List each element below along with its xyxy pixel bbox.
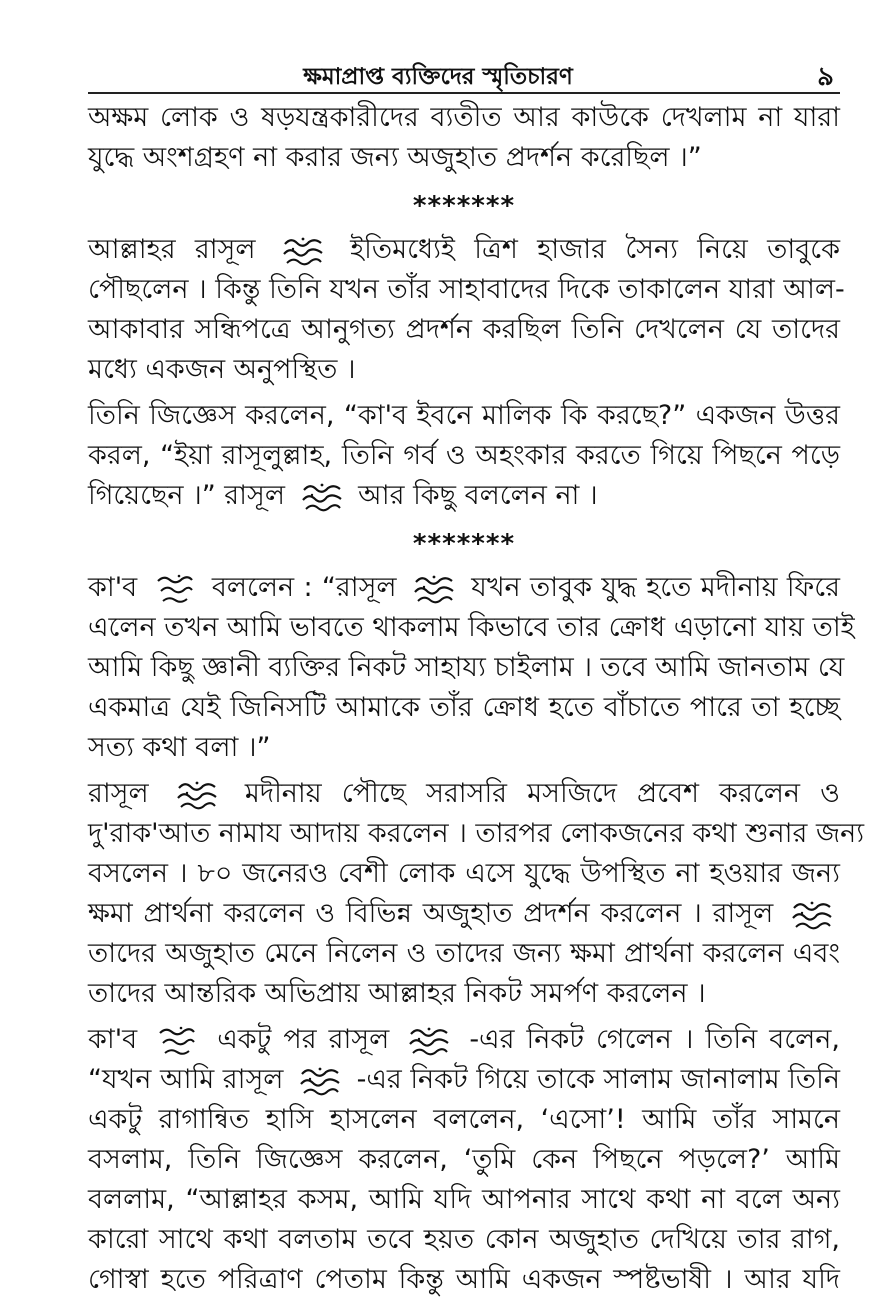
text-line: বসলাম, তিনি জিজ্ঞেস করলেন, ‘তুমি কেন পিছনে পড়লে?’ আমি <box>88 1144 840 1175</box>
text-line: তাদের অজুহাত মেনে নিলেন ও তাদের জন্য ক্ষমা প্রার্থনা করলেন এবং <box>88 938 840 969</box>
section-separator: ******* <box>412 191 516 221</box>
salutation-icon <box>412 573 456 605</box>
salutation-icon <box>790 899 834 931</box>
paragraph <box>88 396 840 516</box>
paragraph <box>88 1020 840 1300</box>
paragraph <box>88 230 845 390</box>
text-line: কা'ব বললেন : “রাসূল যখন তাবুক যুদ্ধ হতে মদীনায় ফিরে <box>88 572 840 603</box>
paragraph <box>88 568 855 768</box>
salutation-icon <box>281 235 325 267</box>
text-line: ক্ষমা প্রার্থনা করলেন ও বিভিন্ন অজুহাত প্রদর্শন করলেন । রাসূল <box>88 894 840 934</box>
text-line: সত্য কথা বলা ।” <box>88 732 271 763</box>
page-body <box>88 98 865 1300</box>
text-line: আল্লাহর রাসূল ইতিমধ্যেই ত্রিশ হাজার সৈন্য নিয়ে তাবুকে <box>88 234 840 265</box>
text-line: “যখন আমি রাসূল -এর নিকট গিয়ে তাকে সালাম জানালাম তিনি <box>88 1064 840 1095</box>
text-line: মধ্যে একজন অনুপস্থিত । <box>88 354 356 385</box>
text-line: তিনি জিজ্ঞেস করলেন, “কা'ব ইবনে মালিক কি করছে?” একজন উত্তর <box>88 400 840 431</box>
running-header <box>88 56 840 94</box>
salutation-icon <box>407 1025 451 1057</box>
companion-salutation-icon <box>155 1025 199 1057</box>
header-title: ক্ষমাপ্রাপ্ত ব্যক্তিদের স্মৃতিচারণ <box>303 64 573 90</box>
salutation-icon <box>175 779 219 811</box>
text-line: আকাবার সন্ধিপত্রে আনুগত্য প্রদর্শন করছিল তিনি দেখলেন যে তাদের <box>88 314 840 345</box>
text-line: রাসূল মদীনায় পৌছে সরাসরি মসজিদে প্রবেশ করলেন ও <box>88 778 840 809</box>
salutation-icon <box>298 1065 342 1097</box>
paragraph <box>88 98 840 178</box>
text-line: পৌছলেন । কিন্তু তিনি যখন তাঁর সাহাবাদের দিকে তাকালেন যারা আল- <box>88 274 845 305</box>
page-number: ৯ <box>817 62 834 92</box>
text-line: একমাত্র যেই জিনিসটি আমাকে তাঁর ক্রোধ হতে বাঁচাতে পারে তা হচ্ছে <box>88 692 840 723</box>
text-line: একটু রাগান্বিত হাসি হাসলেন বললেন, ‘এসো’! আমি তাঁর সামনে <box>88 1104 840 1135</box>
text-line: বসলেন । ৮০ জনেরও বেশী লোক এসে যুদ্ধে উপস্থিত না হওয়ার জন্য <box>88 858 840 889</box>
companion-salutation-icon <box>153 573 197 605</box>
section-separator: ******* <box>412 529 516 559</box>
text-line: দু'রাক'আত নামায আদায় করলেন । তারপর লোকজনের কথা শুনার জন্য <box>88 818 865 849</box>
text-line: বললাম, “আল্লাহর কসম, আমি যদি আপনার সাথে কথা না বলে অন্য <box>88 1184 840 1215</box>
text-line: কা'ব একটু পর রাসূল -এর নিকট গেলেন । তিনি বলেন, <box>88 1024 840 1055</box>
text-line: আমি কিছু জ্ঞানী ব্যক্তির নিকট সাহায্য চাইলাম । তবে আমি জানতাম যে <box>88 652 845 683</box>
text-line: গিয়েছেন ।” রাসূল আর কিছু বললেন না । <box>88 480 598 511</box>
text-line: এলেন তখন আমি ভাবতে থাকলাম কিভাবে তার ক্রোধ এড়ানো যায় তাই <box>88 612 855 643</box>
paragraph <box>88 774 865 1014</box>
text-line: অক্ষম লোক ও ষড়যন্ত্রকারীদের ব্যতীত আর কাউকে দেখলাম না যারা <box>88 102 840 133</box>
text-line: তাদের আন্তরিক অভিপ্রায় আল্লাহর নিকট সমর্পণ করলেন । <box>88 978 706 1009</box>
text-line: কারো সাথে কথা বলতাম তবে হয়ত কোন অজুহাত দেখিয়ে তার রাগ, <box>88 1224 840 1255</box>
salutation-icon <box>300 481 344 513</box>
text-line: গোস্বা হতে পরিত্রাণ পেতাম কিন্তু আমি একজন স্পষ্টভাষী । আর যদি <box>88 1264 840 1295</box>
text-line: করল, “ইয়া রাসূলুল্লাহ, তিনি গর্ব ও অহংকার করতে গিয়ে পিছনে পড়ে <box>88 440 840 471</box>
text-line: যুদ্ধে অংশগ্রহণ না করার জন্য অজুহাত প্রদর্শন করেছিল ।” <box>88 142 702 173</box>
